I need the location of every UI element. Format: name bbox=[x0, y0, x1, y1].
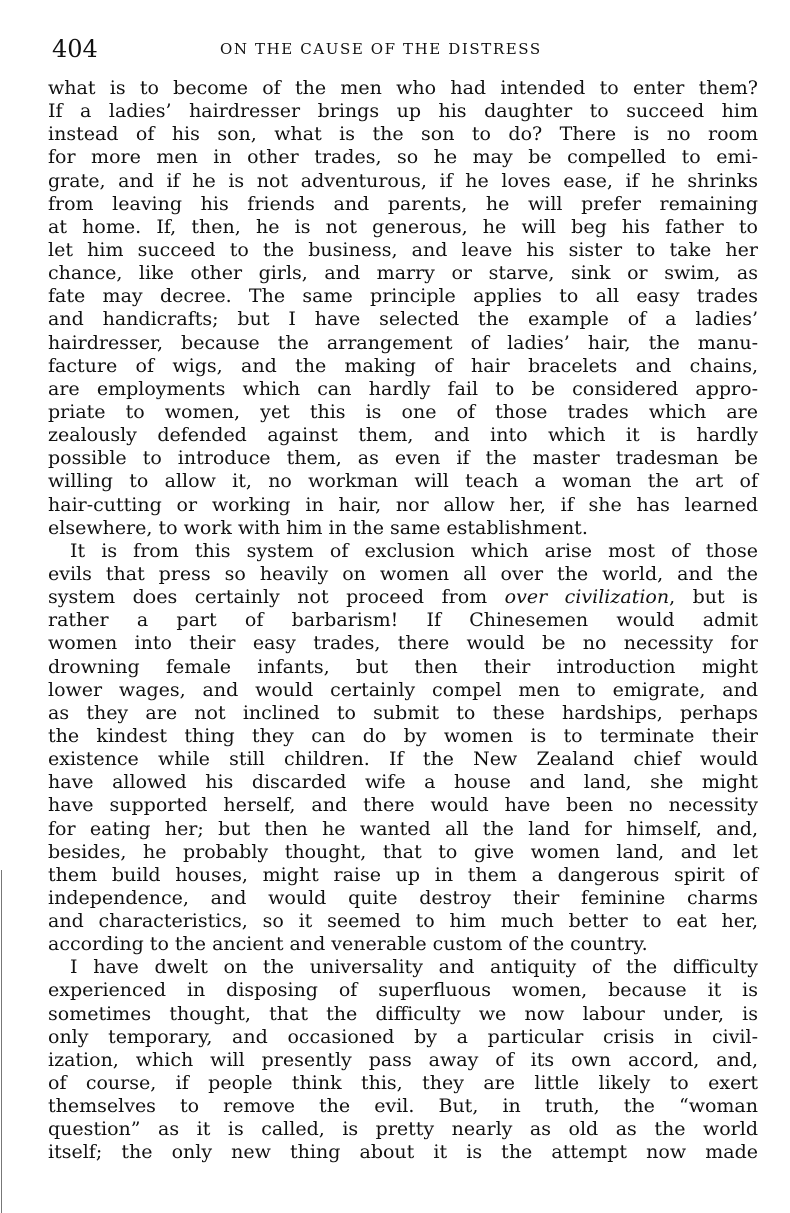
page-number: 404 bbox=[52, 35, 98, 63]
text-line: fate may decree. The same principle applies to all easy trades bbox=[48, 285, 758, 308]
text-line: If a ladies’ hairdresser brings up his daughter to succeed him bbox=[48, 100, 758, 123]
text-line: willing to allow it, no workman will teach a woman the art of bbox=[48, 470, 758, 493]
text-line: as they are not inclined to submit to these hardships, perhaps bbox=[48, 701, 758, 724]
text-line: have allowed his discarded wife a house and land, she might bbox=[48, 771, 758, 794]
text-line: what is to become of the men who had intended to enter them? bbox=[48, 77, 758, 99]
text-line: let him succeed to the business, and leave his sister to take her bbox=[48, 238, 758, 261]
text-line: sometimes thought, that the difficulty we now labour under, is bbox=[48, 1002, 758, 1025]
text-line: facture of wigs, and the making of hair bracelets and chains, bbox=[48, 354, 758, 377]
text-line: question” as it is called, is pretty nearly as old as the world bbox=[48, 1118, 758, 1141]
text-line: hair-cutting or working in hair, nor allow her, if she has learned bbox=[48, 493, 758, 516]
text-line: at home. If, then, he is not generous, he will beg his father to bbox=[48, 215, 758, 238]
text-line: experienced in disposing of superfluous women, because it is bbox=[48, 979, 758, 1002]
text-line: I have dwelt on the universality and antiquity of the difficulty bbox=[70, 956, 758, 979]
text-line: lower wages, and would certainly compel men to emigrate, and bbox=[48, 678, 758, 701]
text-line: It is from this system of exclusion which arise most of those bbox=[70, 539, 758, 562]
text-line: rather a part of barbarism! If Chinesemen would admit bbox=[48, 609, 758, 632]
text-line: for more men in other trades, so he may be compelled to emi- bbox=[48, 146, 758, 169]
body-text bbox=[48, 77, 758, 1165]
page-edge-rule bbox=[1, 870, 2, 1213]
text-line: zealously defended against them, and into which it is hardly bbox=[48, 424, 758, 447]
text-line: instead of his son, what is the son to do? There is no room bbox=[48, 123, 758, 146]
text-line: chance, like other girls, and marry or starve, sink or swim, as bbox=[48, 262, 758, 285]
text-line: them build houses, might raise up in them a dangerous spirit of bbox=[48, 863, 758, 886]
text-line: itself; the only new thing about it is the attempt now made bbox=[48, 1141, 758, 1164]
text-line: hairdresser, because the arrangement of ladies’ hair, the manu- bbox=[48, 331, 758, 354]
text-line: for eating her; but then he wanted all the land for himself, and, bbox=[48, 817, 758, 840]
text-line: existence while still children. If the New Zealand chief would bbox=[48, 748, 758, 771]
text-line: of course, if people think this, they are little likely to exert bbox=[48, 1072, 758, 1095]
text-line: possible to introduce them, as even if the master tradesman be bbox=[48, 447, 758, 470]
text-line: have supported herself, and there would have been no necessity bbox=[48, 794, 758, 817]
text-line: according to the ancient and venerable custom of the country. bbox=[48, 933, 648, 956]
text-line: drowning female infants, but then their introduction might bbox=[48, 655, 758, 678]
text-line: women into their easy trades, there would be no necessity for bbox=[48, 632, 758, 655]
text-line: the kindest thing they can do by women is to terminate their bbox=[48, 724, 758, 747]
running-head: ON THE CAUSE OF THE DISTRESS bbox=[220, 40, 542, 58]
text-line: independence, and would quite destroy their feminine charms bbox=[48, 886, 758, 909]
text-line: from leaving his friends and parents, he will prefer remaining bbox=[48, 192, 758, 215]
text-line: and characteristics, so it seemed to him much better to eat her, bbox=[48, 910, 758, 933]
text-line: besides, he probably thought, that to give women land, and let bbox=[48, 840, 758, 863]
text-line: system does certainly not proceed from over civilization, but is bbox=[48, 586, 759, 609]
text-line: are employments which can hardly fail to be considered appro- bbox=[48, 377, 758, 400]
text-line: and handicrafts; but I have selected the example of a ladies’ bbox=[48, 308, 758, 331]
text-line: evils that press so heavily on women all over the world, and the bbox=[48, 562, 758, 585]
page-header bbox=[52, 34, 772, 64]
text-line: themselves to remove the evil. But, in truth, the “woman bbox=[48, 1095, 758, 1118]
text-line: priate to women, yet this is one of those trades which are bbox=[48, 400, 758, 423]
text-line: elsewhere, to work with him in the same establishment. bbox=[48, 516, 588, 539]
text-line: ization, which will presently pass away of its own accord, and, bbox=[48, 1048, 758, 1071]
text-line: only temporary, and occasioned by a particular crisis in civil- bbox=[48, 1025, 758, 1048]
text-line: grate, and if he is not adventurous, if he loves ease, if he shrinks bbox=[48, 169, 758, 192]
